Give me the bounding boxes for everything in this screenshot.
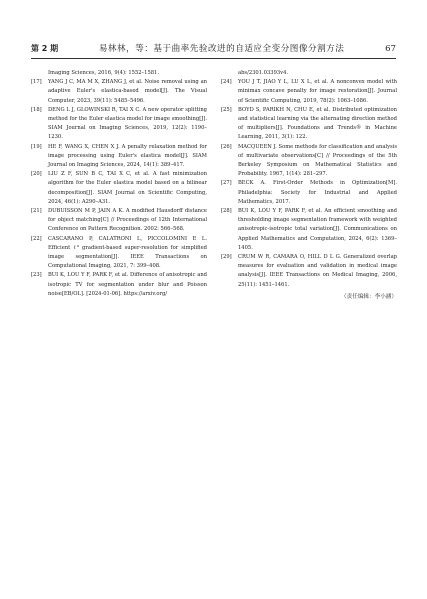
running-title: 易林林，等：基于曲率先验改进的自适应全变分图像分割方法 [98,44,345,54]
reference-number: [18] [31,106,42,113]
reference-text: MACQUEEN J. Some methods for classification and analysis of multivariate observations[C] // Proceedings of the 5th Berkeley Symposium on Mathematical Statistics and Probability. 1967, 1(14): 281–297. [238,143,397,178]
reference-continuation: abs/2301.03393v4. [238,70,289,76]
reference-text: YANG J C, MA M X, ZHANG J, et al. Noise removal using an adaptive Euler's elastica-based model[J]. The Visual Computer, 2023, 39(11): 5485–5496. [48,79,207,104]
reference-text: BUI K, LOU Y F, PARK F, et al. Difference of anisotropic and isotropic TV for segmentation under blur and Poisson noise[EB/OL]. [2024-01-06]. https://arxiv.org/ [48,272,207,297]
reference-item [31,235,207,272]
reference-number: [17] [31,79,42,86]
reference-list [221,78,397,290]
reference-number: [22] [31,235,42,242]
reference-number: [25] [221,106,232,113]
reference-item [221,253,397,290]
right-column [221,69,397,302]
reference-item [221,106,397,143]
reference-item [221,179,397,207]
reference-number: [23] [31,272,42,279]
reference-list [31,78,207,299]
reference-text: LIU Z F, SUN B C, TAI X C, et al. A fast minimization algorithm for the Euler elastica model based on a bilinear decomposition[J]. SIAM Journal on Scientific Computing, 2024, 46(1): A290–A31. [48,171,207,205]
reference-item [31,271,207,299]
reference-number: [24] [221,79,232,86]
page-number: 67 [385,44,396,54]
reference-text: BECK A. First-Order Methods in Optimization[M]. Philadelphia: Society for Industrial and Applied Mathematics, 2017. [238,180,397,205]
reference-item [31,106,207,143]
reference-item [221,207,397,253]
reference-text: HE F, WANG X, CHEN X J. A penalty relaxation method for image processing using Euler's elastica model[J]. SIAM Journal on Imaging Sciences, 2024, 14(1): 389–417. [48,143,207,169]
reference-item [31,143,207,171]
editor-note: （责任编辑：李小涵） [341,293,397,300]
reference-number: [29] [221,254,232,261]
reference-text: DUBUISSON M P, JAIN A K. A modified Hausdorff distance for object matching[C] // Proceedings of 12th International Conference on Pattern Recognition. 2002: 566–568. [48,208,207,233]
reference-number: [19] [31,143,42,150]
reference-number: [20] [31,171,42,178]
issue-label: 第 2 期 [31,44,59,53]
reference-text: BUI K, LOU Y F, PARK F, et al. An efficient smoothing and thresholding image segmentation framework with weighted anisotropic-isotropic total variation[J]. Communications on Applied Mathematics and Computation, 2024, 6(2): 1369–1405. [238,208,397,251]
reference-item [221,143,397,180]
reference-item [31,207,207,235]
reference-number: [26] [221,143,232,150]
reference-number: [28] [221,208,232,215]
reference-text: YOU J T, JIAO Y L, LU X L, et al. A nonconvex model with minimax concave penalty for image restoration[J]. Journal of Scientific Computing, 2019, 78(2): 1063–1086. [238,79,397,104]
reference-continuation: Imaging Sciences, 2016, 9(4): 1552–1581. [48,70,160,76]
reference-item [31,170,207,207]
reference-text: DENG L J, GLOWINSKI R, TAI X C. A new operator splitting method for the Euler elastica model for image smoothing[J]. SIAM Journal on Imaging Sciences, 2019, 12(2): 1190–1230. [48,106,207,141]
reference-item [221,78,397,106]
reference-number: [21] [31,208,42,215]
reference-item [31,78,207,106]
page-header [31,40,396,54]
reference-number: [27] [221,180,232,187]
reference-text: CRUM W R, CAMARA O, HILL D L G. Generalized overlap measures for evaluation and validation in medical image analysis[J]. IEEE Transactions on Medical Imaging, 2006, 25(11): 1451–1461. [238,254,397,288]
reference-text: BOYD S, PARIKH N, CHU E, et al. Distributed optimization and statistical learning via the alternating direction method of multipliers[J]. Foundations and Trends® in Machine Learning, 2011, 3(1): 122. [238,106,397,141]
header-rule [31,58,396,59]
left-column [31,69,207,299]
reference-text: CASCARANO P, CALATRONI L, PICCOLOMINI E L. Efficient ℓ⁰ gradient-based super-resolution for simplified image segmentation[J]. IEEE Transactions on Computational Imaging, 2021, 7: 399–408. [48,235,207,270]
